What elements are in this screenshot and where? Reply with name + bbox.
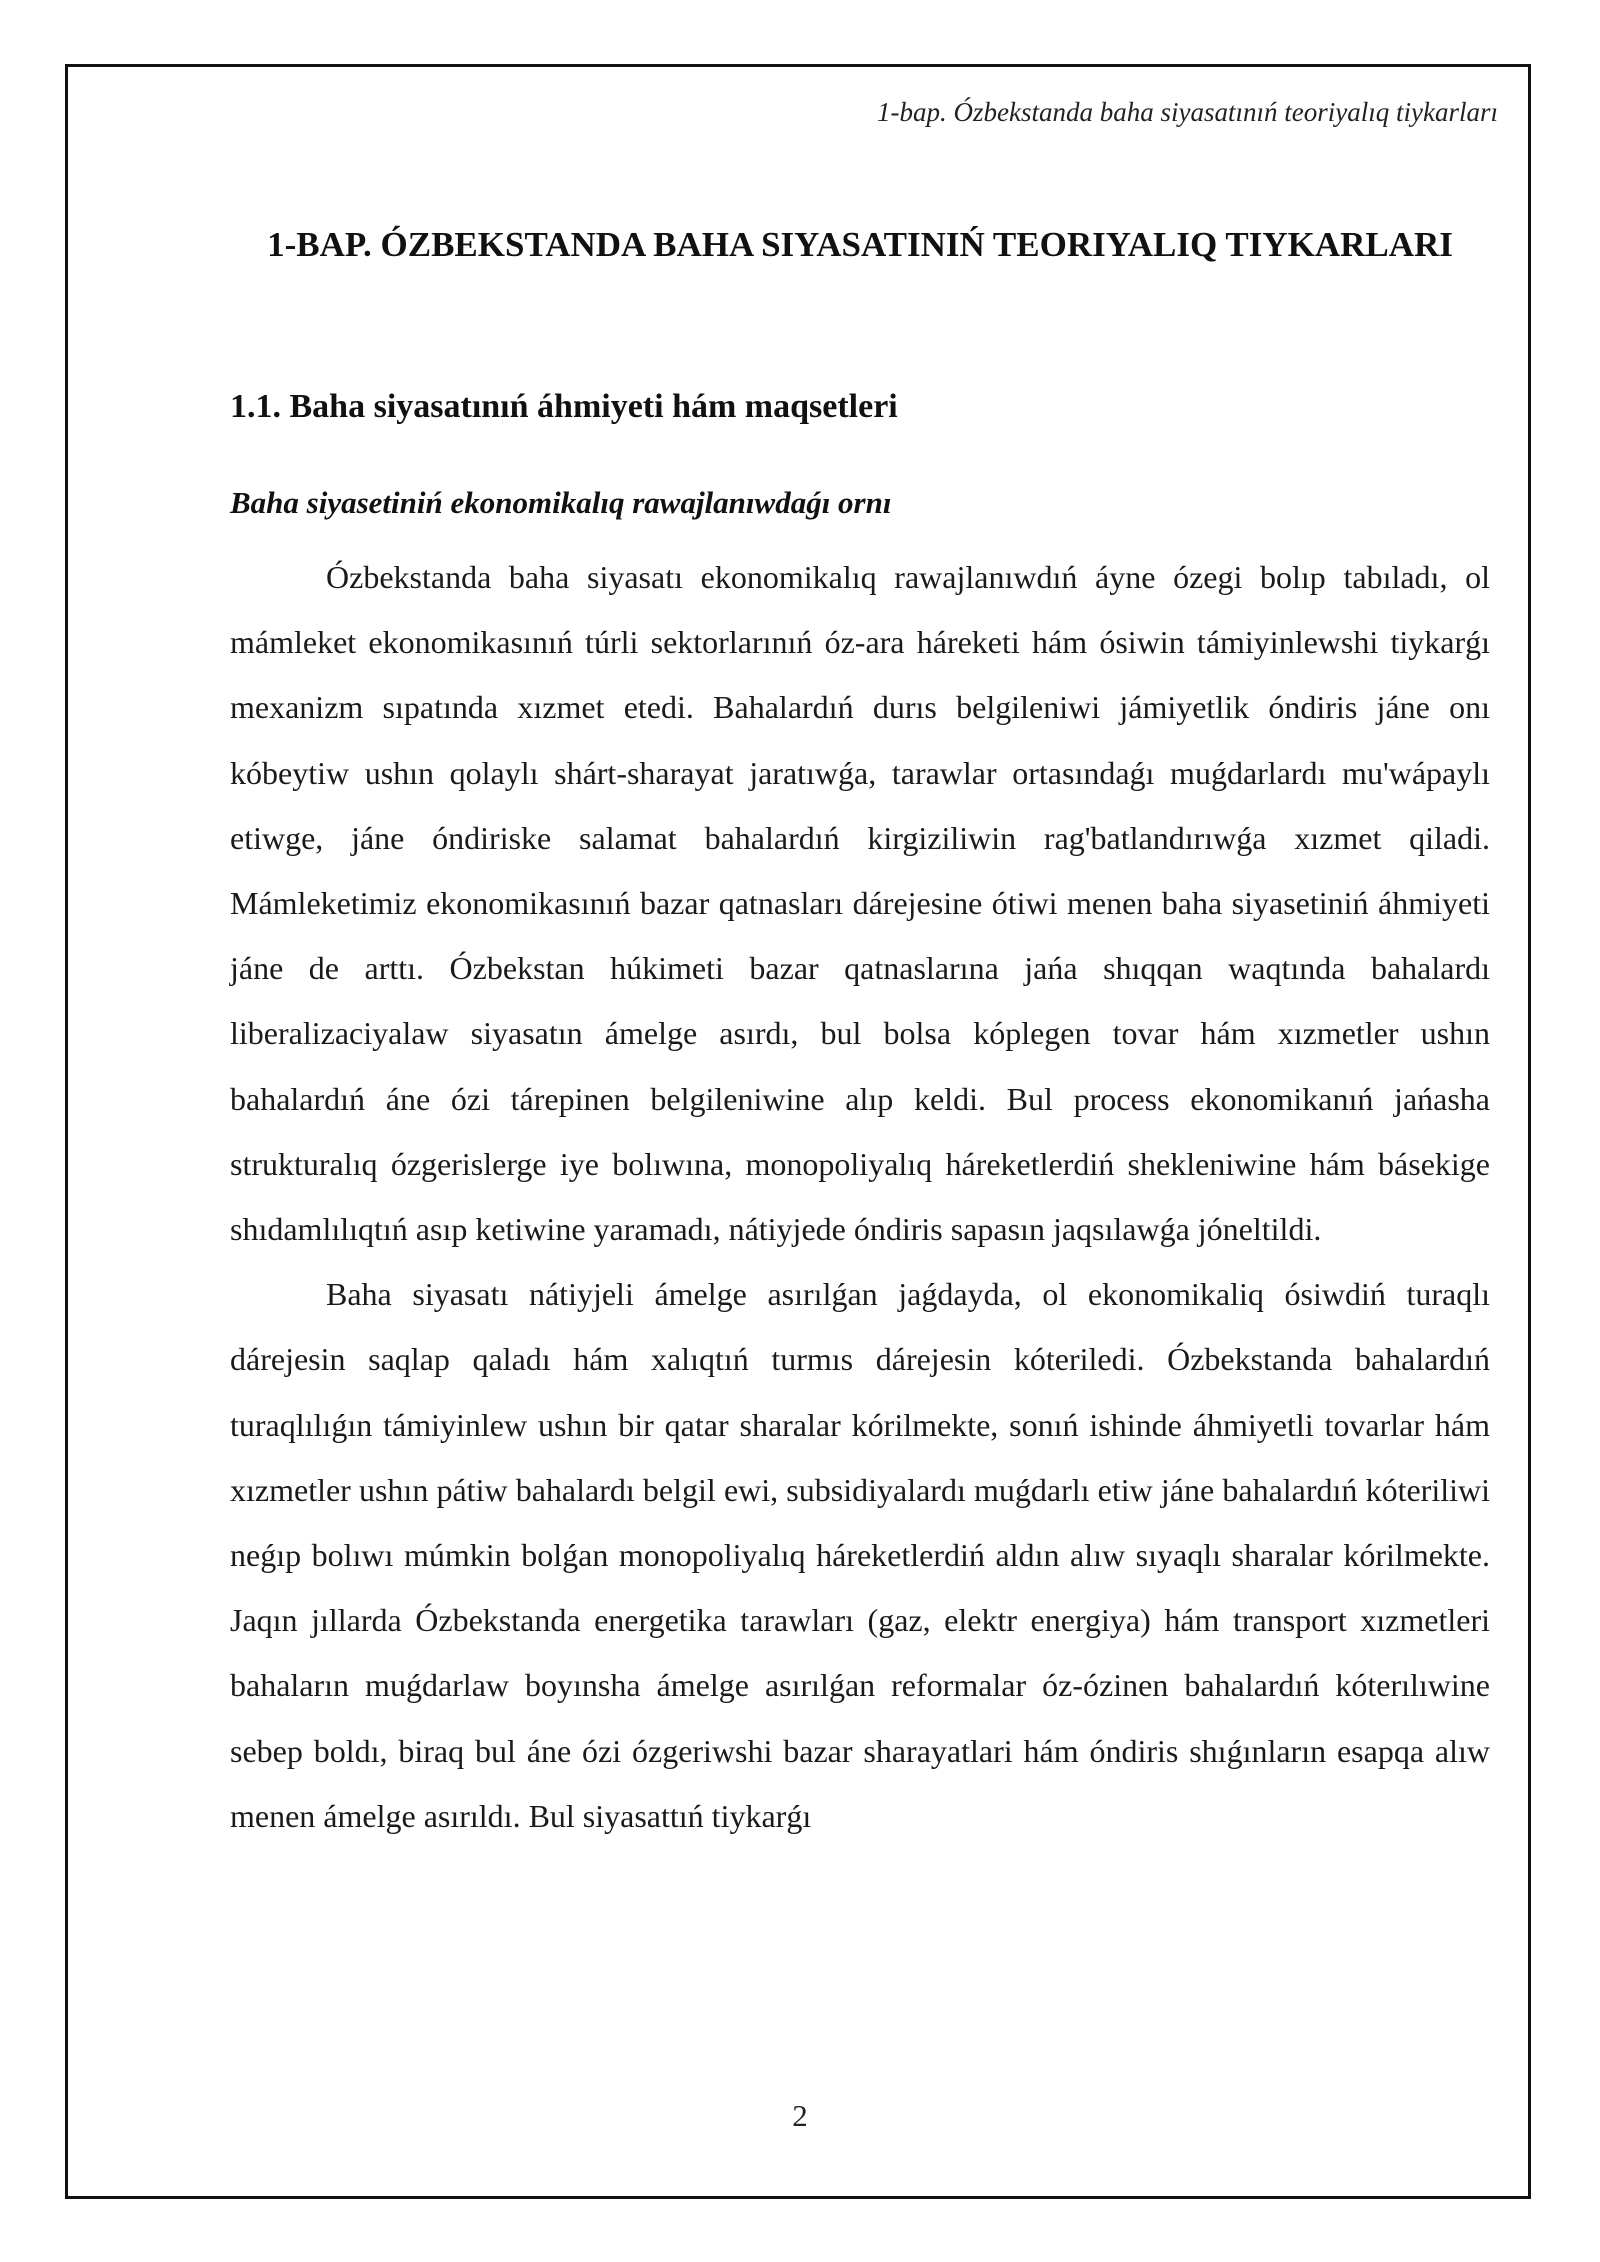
paragraph: Baha siyasatı nátiyjeli ámelge asırılǵan jaǵdayda, ol ekonomikaliq ósiwdiń turaqlı dárejesin saqlap qaladı hám xalıqtıń turmıs dárejesin kóteriledi. Ózbekstanda bahalardıń turaqlılıǵın támiyinlew ushın bir qatar sharalar kórilmekte, sonıń ishinde áhmiyetli tovarlar hám xızmetler ushın pátiw bahalardı belgil ewi, subsidiyalardı muǵdarlı etiw jáne bahalardıń kóteriliwi neǵıp bolıwı múmkin bolǵan monopoliyalıq háreketlerdiń aldın alıw sıyaqlı sharalar kórilmekte. Jaqın jıllarda Ózbekstanda energetika tarawları (gaz, elektr energiya) hám transport xızmetleri bahaların muǵdarlaw boyınsha ámelge asırılǵan reformalar óz-ózinen bahalardıń kóterılıwine sebep boldı, biraq bul áne ózi ózgeriwshi bazar sharayatlari hám óndiris shıǵınların esapqa alıw menen ámelge asırıldı. Bul siyasattıń tiykarǵı <box>230 1276 1490 1834</box>
subsection-title: Baha siyasetiniń ekonomikalıq rawajlanıwdaǵı ornı <box>230 485 892 520</box>
body-text <box>230 545 1490 1849</box>
section-title: 1.1. Baha siyasatınıń áhmiyeti hám maqsetleri <box>230 388 898 425</box>
page-number: 2 <box>792 2098 808 2133</box>
chapter-title: 1-BAP. ÓZBEKSTANDA BAHA SIYASATINIŃ TEORIYALIQ TIYKARLARI <box>267 225 1453 264</box>
running-header: 1-bap. Ózbekstanda baha siyasatınıń teoriyalıq tiykarları <box>877 97 1498 127</box>
paragraph: Ózbekstanda baha siyasatı ekonomikalıq rawajlanıwdıń áyne ózegi bolıp tabıladı, ol mámleket ekonomikasınıń túrli sektorlarınıń óz-ara háreketi hám ósiwin támiyinlewshi tiykarǵı mexanizm sıpatında xızmet etedi. Bahalardıń durıs belgileniwi jámiyetlik óndiris jáne onı kóbeytiw ushın qolaylı shárt-sharayat jaratıwǵa, tarawlar ortasındaǵı muǵdarlardı mu'wápaylı etiwge, jáne óndiriske salamat bahalardıń kirgiziliwin rag'batlandırıwǵa xızmet qiladi. Mámleketimiz ekonomikasınıń bazar qatnasları dárejesine ótiwi menen baha siyasetiniń áhmiyeti jáne de arttı. Ózbekstan húkimeti bazar qatnaslarına jańa shıqqan waqtında bahalardı liberalizaciyalaw siyasatın ámelge asırdı, bul bolsa kóplegen tovar hám xızmetler ushın bahalardıń áne ózi tárepinen belgileniwine alıp keldi. Bul process ekonomikanıń jańasha strukturalıq ózgerislerge iye bolıwına, monopoliyalıq háreketlerdiń shekleniwine hám básekige shıdamlılıqtıń asıp ketiwine yaramadı, nátiyjede óndiris sapasın jaqsılawǵa jóneltildi. <box>230 559 1490 1248</box>
